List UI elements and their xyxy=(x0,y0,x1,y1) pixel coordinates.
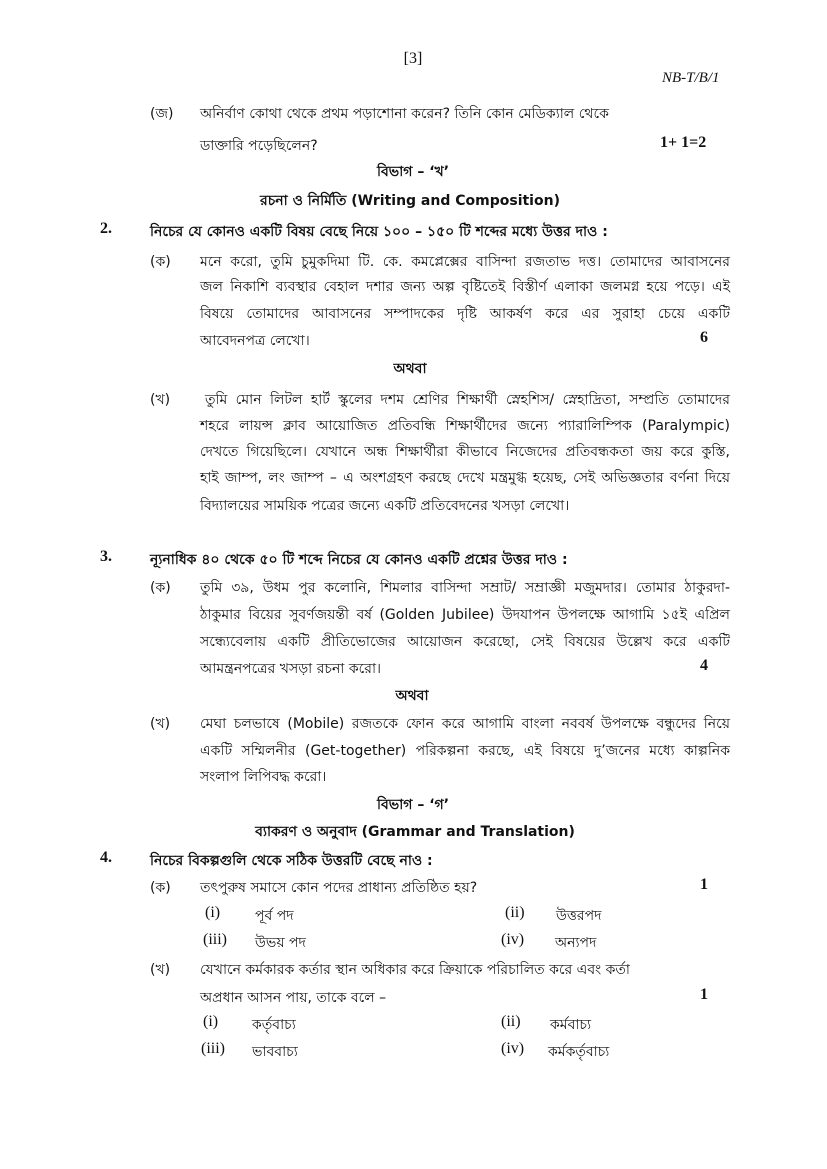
q2a-marks: 6 xyxy=(700,329,708,346)
paper-code: NB-T/B/1 xyxy=(662,70,720,86)
q3b-line: সংলাপ লিপিবদ্ধ করো। xyxy=(200,769,327,785)
q4a-option-num: (ii) xyxy=(505,904,525,921)
section-ga-subtitle: ব্যাকরণ ও অনুবাদ (Grammar and Translation) xyxy=(255,824,575,840)
q4b-option-text: কর্মবাচ্য xyxy=(550,1017,592,1033)
q3b-label: (খ) xyxy=(150,716,171,732)
q2a-line: বিষয়ে তোমাদের আবাসনের সম্পাদকের দৃষ্টি আকর্ষণ করে এর সুরাহা চেয়ে একটি xyxy=(200,306,730,322)
q4a-option-text: উত্তরপদ xyxy=(556,908,602,924)
q1j-marks: 1+ 1=2 xyxy=(660,134,707,151)
q4b-option-text: ভাববাচ্য xyxy=(252,1044,298,1060)
q3-instruction: ন্যূনাধিক ৪০ থেকে ৫০ টি শব্দে নিচের যে কোনও একটি প্রশ্নের উত্তর দাও : xyxy=(150,552,568,568)
q4b-option-text: কর্মকর্তৃবাচ্য xyxy=(548,1044,610,1060)
q2a-line: জল নিকাশি ব্যবস্থার বেহাল দশার জন্য অল্প বৃষ্টিতেই বিস্তীর্ণ এলাকা জলমগ্ন হয়ে পড়ে। এই xyxy=(200,279,730,295)
q4a-marks: 1 xyxy=(700,876,708,893)
q3a-line: সন্ধ্যেবেলায় একটি প্রীতিভোজের আয়োজন করেছো, সেই বিষয়ের উল্লেখ করে একটি xyxy=(200,634,730,650)
q2a-label: (ক) xyxy=(150,254,171,270)
q1j-line1: অনির্বাণ কোথা থেকে প্রথম পড়াশোনা করেন? তিনি কোন মেডিক্যাল থেকে xyxy=(200,106,609,122)
q1j-label: (জ) xyxy=(150,106,174,122)
q2a-line: আবেদনপত্র লেখো। xyxy=(200,333,310,349)
q4b-option-num: (ii) xyxy=(501,1013,521,1030)
q3b-line: একটি সম্মিলনীর (Get-together) পরিকল্পনা করছে, এই বিষয়ে দু’জনের মধ্যে কাল্পনিক xyxy=(200,743,730,759)
q2b-line: দেখতে গিয়েছিলে। যেখানে অন্ধ শিক্ষার্থীরা কীভাবে নিজেদের প্রতিবন্ধকতা জয় করে কুস্তি, xyxy=(200,444,730,460)
q4a-option-num: (iv) xyxy=(501,931,525,948)
q3a-label: (ক) xyxy=(150,580,171,596)
q2b-label: (খ) xyxy=(150,392,171,408)
q2a-line: মনে করো, তুমি চুমুকদিমা টি. কে. কমপ্লেক্সের বাসিন্দা রজতাভ দত্ত। তোমাদের আবাসনের xyxy=(200,254,730,270)
q4a-label: (ক) xyxy=(150,880,171,896)
q4b-line2: অপ্রধান আসন পায়, তাকে বলে – xyxy=(200,990,387,1006)
q3b-line: মেঘা চলভাষে (Mobile) রজতকে ফোন করে আগামি বাংলা নববর্ষ উপলক্ষে বন্ধুদের নিয়ে xyxy=(200,716,730,732)
q3a-line: আমন্ত্রনপত্রের খসড়া রচনা করো। xyxy=(200,661,382,677)
q4a-option-text: উভয় পদ xyxy=(255,935,306,951)
q2b-line: বিদ্যালয়ের সাময়িক পত্রের জন্যে একটি প্রতিবেদনের খসড়া লেখো। xyxy=(200,498,570,514)
q4a-option-num: (iii) xyxy=(203,931,227,948)
q2b-line: তুমি মোন লিটল হার্ট স্কুলের দশম শ্রেণির শিক্ষার্থী স্নেহশিস/ স্নেহাদ্রিতা, সম্প্রতি তোমাদের xyxy=(205,392,730,408)
q4b-marks: 1 xyxy=(700,986,708,1003)
q4b-option-num: (i) xyxy=(203,1013,219,1030)
q2-number: 2. xyxy=(100,220,112,237)
q3a-marks: 4 xyxy=(700,657,708,674)
q3-number: 3. xyxy=(100,548,112,565)
q3-or: অথবা xyxy=(395,688,429,704)
q4b-option-num: (iv) xyxy=(501,1040,525,1057)
q2b-line: হাই জাম্প, লং জাম্প – এ অংশগ্রহণ করছে দেখে মন্ত্রমুগ্ধ হয়েছ, সেই অভিজ্ঞতার বর্ণনা দিয়ে xyxy=(200,470,730,486)
q4b-option-num: (iii) xyxy=(201,1040,225,1057)
q1j-line2: ডাক্তারি পড়েছিলেন? xyxy=(200,138,318,154)
q3a-line: ঠাকুমার বিয়ের সুবর্ণজয়ন্তী বর্ষ (Golden Jubilee) উদযাপন উপলক্ষে আগামি ১৫ই এপ্রিল xyxy=(200,607,730,623)
q4a-question: তৎপুরুষ সমাসে কোন পদের প্রাধান্য প্রতিষ্ঠিত হয়? xyxy=(200,880,478,896)
q4-instruction: নিচের বিকল্পগুলি থেকে সঠিক উত্তরটি বেছে নাও : xyxy=(150,853,433,869)
q2-or: অথবা xyxy=(393,361,427,377)
q4a-option-text: পূর্ব পদ xyxy=(255,908,294,924)
section-kha-subtitle: রচনা ও নির্মিতি (Writing and Composition) xyxy=(260,193,560,209)
section-ga-title: বিভাগ – ‘গ’ xyxy=(376,797,450,813)
section-kha-title: বিভাগ – ‘খ’ xyxy=(376,164,450,180)
q3a-line: তুমি ৩৯, উধম পুর কলোনি, শিমলার বাসিন্দা সম্রাট/ সম্রাজ্ঞী মজুমদার। তোমার ঠাকুরদা- xyxy=(200,580,730,596)
q4b-option-text: কর্তৃবাচ্য xyxy=(252,1017,296,1033)
q4b-label: (খ) xyxy=(150,962,171,978)
q4b-line1: যেখানে কর্মকারক কর্তার স্থান অধিকার করে ক্রিয়াকে পরিচালিত করে এবং কর্তা xyxy=(200,962,630,978)
q4a-option-num: (i) xyxy=(205,904,221,921)
q2-instruction: নিচের যে কোনও একটি বিষয় বেছে নিয়ে ১০০ – ১৫০ টি শব্দের মধ্যে উত্তর দাও : xyxy=(150,224,608,240)
q4a-option-text: অন্যপদ xyxy=(555,935,597,951)
page-number: [3] xyxy=(403,50,423,67)
q4-number: 4. xyxy=(100,849,112,866)
q2b-line: শহরে লায়ন্স ক্লাব আয়োজিত প্রতিবন্ধি শিক্ষার্থীদের জন্যে প্যারালিম্পিক (Paralympic) xyxy=(200,418,730,434)
